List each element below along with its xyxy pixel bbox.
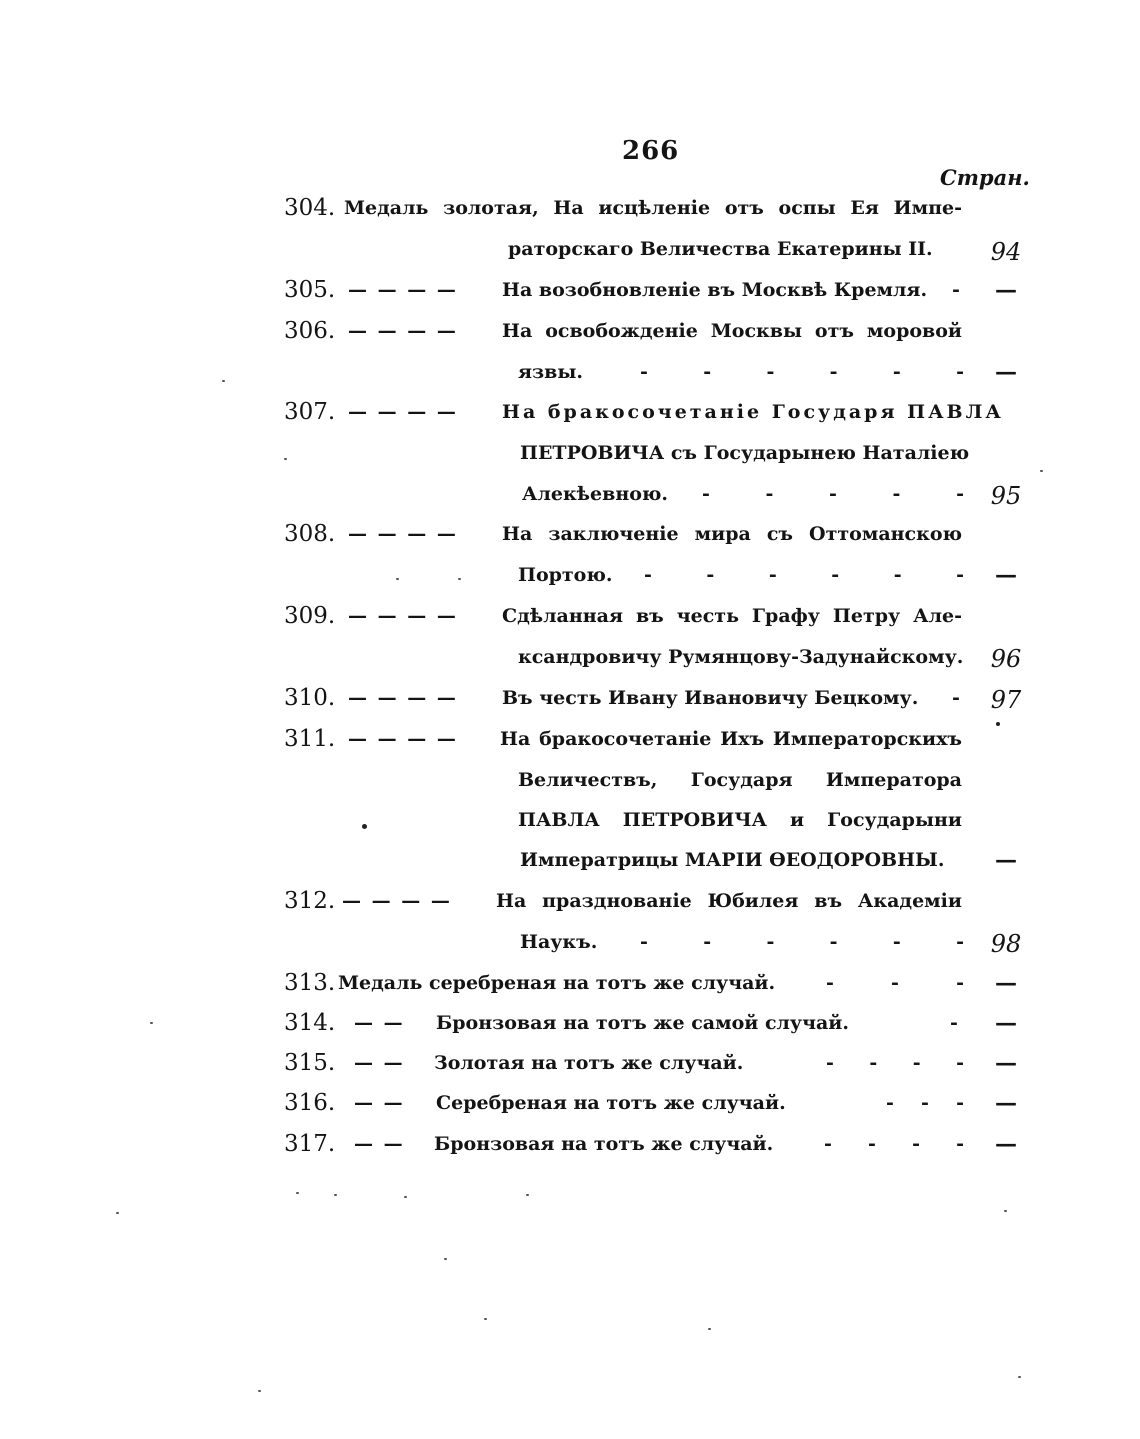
entry-text-line: На возобновленіе въ Москвѣ Кремля. [502, 279, 928, 301]
ditto-dashes: — — — — [342, 890, 452, 912]
dot-leader: - - - - - [702, 483, 964, 505]
entry-page-ref: — [995, 1131, 1017, 1157]
entry-text-line: Сдѣланная въ честь Графу Петру Але- [502, 605, 962, 627]
entry-number: 308. [284, 521, 336, 547]
ditto-dashes: — — — — [348, 320, 458, 342]
scan-speck [334, 1194, 337, 1196]
entry-number: 314. [284, 1010, 336, 1036]
scan-speck [296, 1192, 299, 1194]
scan-speck [150, 1022, 153, 1024]
scan-speck [1004, 1210, 1007, 1212]
scan-speck [1018, 1376, 1021, 1378]
entry-number: 317. [284, 1131, 336, 1157]
entry-text-line: Портою. [518, 564, 613, 586]
ditto-dashes: — — [354, 1012, 405, 1034]
scan-speck [284, 458, 287, 460]
entry-number: 307. [284, 399, 336, 425]
entry-text-line: раторскаго Величества Екатерины II. [508, 238, 933, 260]
entry-page-ref: — [995, 277, 1017, 303]
entry-text-line: ксандровичу Румянцову-Задунайскому. [518, 646, 964, 668]
dot-leader: - - - - - - [640, 931, 964, 953]
entry-page-ref: — [995, 1090, 1017, 1116]
entry-page-ref: 94 [990, 238, 1022, 266]
scan-speck [708, 1328, 711, 1330]
entry-text-line: ПАВЛА ПЕТРОВИЧА и Государыни [518, 809, 962, 831]
dot-leader: - - - - [826, 1052, 964, 1074]
ditto-dashes: — — [354, 1133, 405, 1155]
entry-page-ref: — [995, 562, 1017, 588]
scan-speck [444, 1258, 447, 1260]
scan-speck [484, 1318, 487, 1320]
entry-page-ref: 96 [990, 645, 1022, 673]
page-number: 266 [622, 136, 680, 166]
scan-speck [458, 578, 461, 580]
dot-leader: - [950, 1012, 958, 1034]
entry-page-ref: — [995, 970, 1017, 996]
entry-number: 306. [284, 318, 336, 344]
entry-text-line: Величествъ, Государя Императора [518, 769, 962, 791]
ditto-dashes: — — — — [348, 279, 458, 301]
entry-text-line: Медаль золотая, На исцѣленіе отъ оспы Ея Импе- [344, 197, 962, 219]
entry-page-ref: — [995, 847, 1017, 873]
entry-text-line: Серебреная на тотъ же случай. [436, 1092, 786, 1114]
entry-page-ref: 98 [990, 930, 1022, 958]
entry-text-line: Алекѣевною. [522, 483, 669, 505]
entry-text-line: На празднованіе Юбилея въ Академіи [496, 890, 962, 912]
dot-leader: - [952, 687, 960, 709]
entry-number: 312. [284, 888, 336, 914]
dot-leader: - - - - - - [640, 361, 964, 383]
entry-text-line: Наукъ. [520, 931, 598, 953]
dot-leader: - - - [886, 1092, 964, 1114]
ditto-dashes: — — — — [348, 687, 458, 709]
page-column-header: Стран. [940, 165, 1030, 190]
entry-text-line: Бронзовая на тотъ же случай. [434, 1133, 774, 1155]
dot-leader: - - - - [824, 1133, 964, 1155]
scan-speck [526, 1194, 529, 1196]
entry-text-line: На заключеніе мира съ Оттоманскою [502, 523, 962, 545]
scan-speck [1040, 470, 1043, 472]
scan-speck [362, 824, 367, 829]
scan-speck [396, 578, 399, 580]
scan-speck [996, 722, 1000, 726]
entry-number: 315. [284, 1050, 336, 1076]
entry-page-ref: — [995, 359, 1017, 385]
entry-number: 311. [284, 726, 336, 752]
entry-text-line: Бронзовая на тотъ же самой случай. [436, 1012, 850, 1034]
entry-text-line: Золотая на тотъ же случай. [434, 1052, 744, 1074]
entry-page-ref: — [995, 1010, 1017, 1036]
scan-speck [116, 1212, 119, 1214]
ditto-dashes: — — — — [348, 523, 458, 545]
entry-number: 305. [284, 277, 336, 303]
entry-number: 304. [284, 195, 336, 221]
entry-text-line: Медаль серебреная на тотъ же случай. [338, 972, 776, 994]
entry-number: 309. [284, 603, 336, 629]
entry-text-line: Императрицы МАРІИ ѲЕОДОРОВНЫ. [520, 849, 945, 871]
dot-leader: - - - - - - [644, 564, 964, 586]
scan-speck [404, 1196, 407, 1198]
entry-number: 316. [284, 1090, 336, 1116]
entry-text-line: На бракосочетаніе Ихъ Императорскихъ [500, 728, 962, 750]
entry-text-line: ПЕТРОВИЧА съ Государынею Наталіею [520, 442, 970, 464]
entry-page-ref: 97 [990, 686, 1022, 714]
ditto-dashes: — — — — [348, 401, 458, 423]
scan-speck [222, 380, 225, 382]
entry-page-ref: 95 [990, 482, 1022, 510]
scan-speck [258, 1390, 261, 1392]
entry-text-line: язвы. [518, 361, 584, 383]
entry-text-line: На бракосочетаніе Государя ПАВЛА [502, 401, 1004, 423]
entry-number: 310. [284, 685, 336, 711]
dot-leader: - - - [826, 972, 964, 994]
ditto-dashes: — — [354, 1052, 405, 1074]
dot-leader: - [952, 279, 960, 301]
entry-page-ref: — [995, 1050, 1017, 1076]
ditto-dashes: — — — — [348, 728, 458, 750]
entry-text-line: На освобожденіе Москвы отъ моровой [502, 320, 962, 342]
ditto-dashes: — — — — [348, 605, 458, 627]
entry-text-line: Въ честь Ивану Ивановичу Бецкому. [502, 687, 919, 709]
ditto-dashes: — — [354, 1092, 405, 1114]
entry-number: 313. [284, 970, 336, 996]
